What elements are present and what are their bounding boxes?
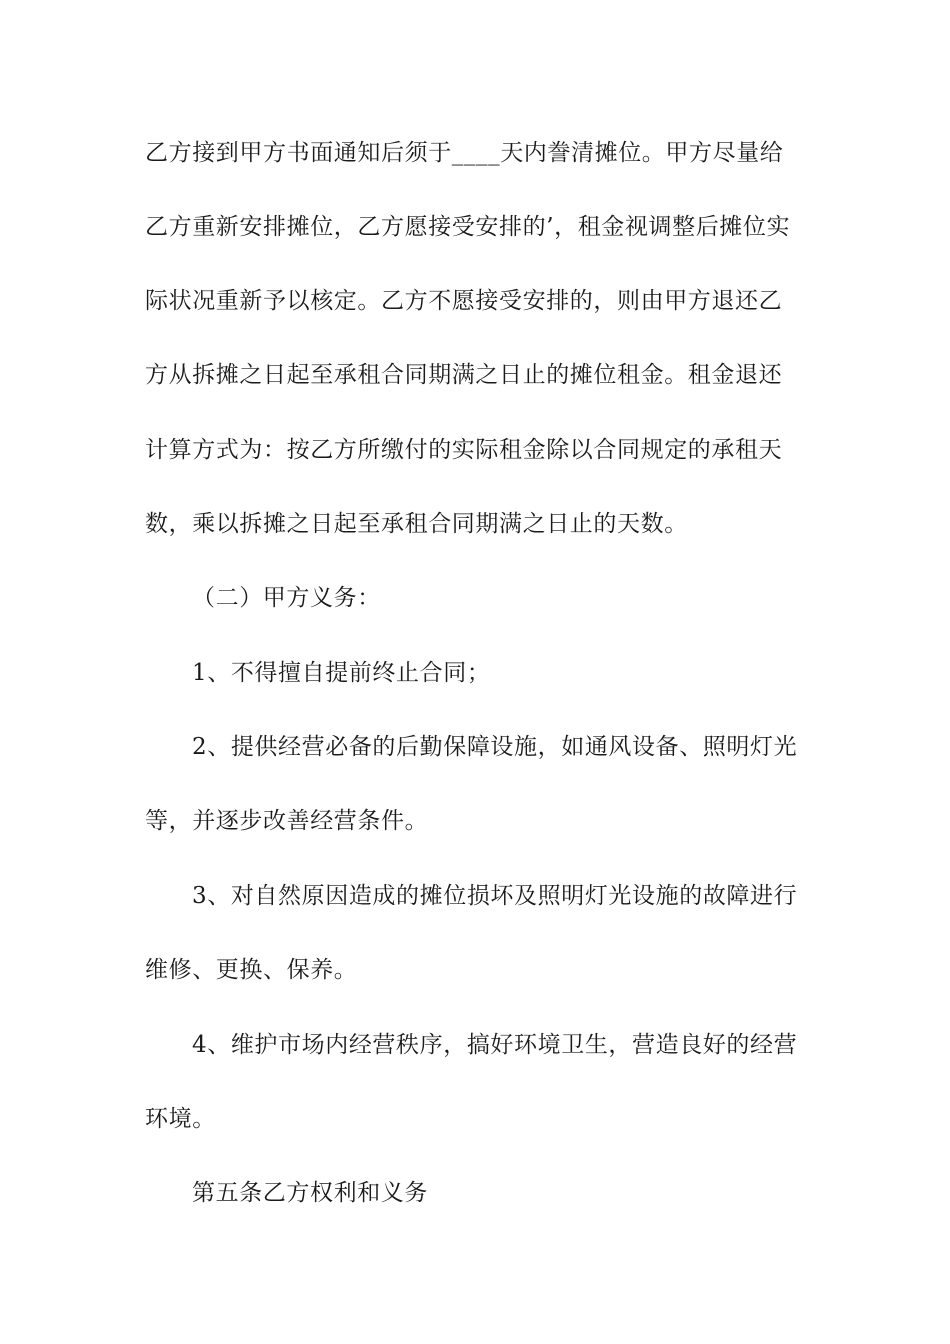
list-item-continuation: 环境。 xyxy=(145,1106,216,1132)
article-heading: 第五条乙方权利和义务 xyxy=(192,1180,428,1206)
paragraph-line: 计算方式为：按乙方所缴付的实际租金除以合同规定的承租天 xyxy=(145,437,783,463)
paragraph-line: 方从拆摊之日起至承租合同期满之日止的摊位租金。租金退还 xyxy=(145,362,783,388)
list-item: 2、提供经营必备的后勤保障设施，如通风设备、照明灯光 xyxy=(192,734,798,760)
list-item-continuation: 维修、更换、保养。 xyxy=(145,957,358,983)
list-item-continuation: 等，并逐步改善经营条件。 xyxy=(145,808,429,834)
list-item: 3、对自然原因造成的摊位损坏及照明灯光设施的故障进行 xyxy=(192,883,798,909)
paragraph-line: 乙方重新安排摊位，乙方愿接受安排的’，租金视调整后摊位实 xyxy=(145,214,791,240)
section-heading: （二）甲方义务： xyxy=(192,585,381,611)
list-item: 4、维护市场内经营秩序，搞好环境卫生，营造良好的经营 xyxy=(192,1032,798,1058)
paragraph-line: 际状况重新予以核定。乙方不愿接受安排的，则由甲方退还乙 xyxy=(145,288,783,314)
paragraph-line: 数，乘以拆摊之日起至承租合同期满之日止的天数。 xyxy=(145,511,688,537)
paragraph-line: 乙方接到甲方书面通知后须于____天内誊清摊位。甲方尽量给 xyxy=(145,140,784,166)
list-item: 1、不得擅自提前终止合同； xyxy=(192,660,491,686)
